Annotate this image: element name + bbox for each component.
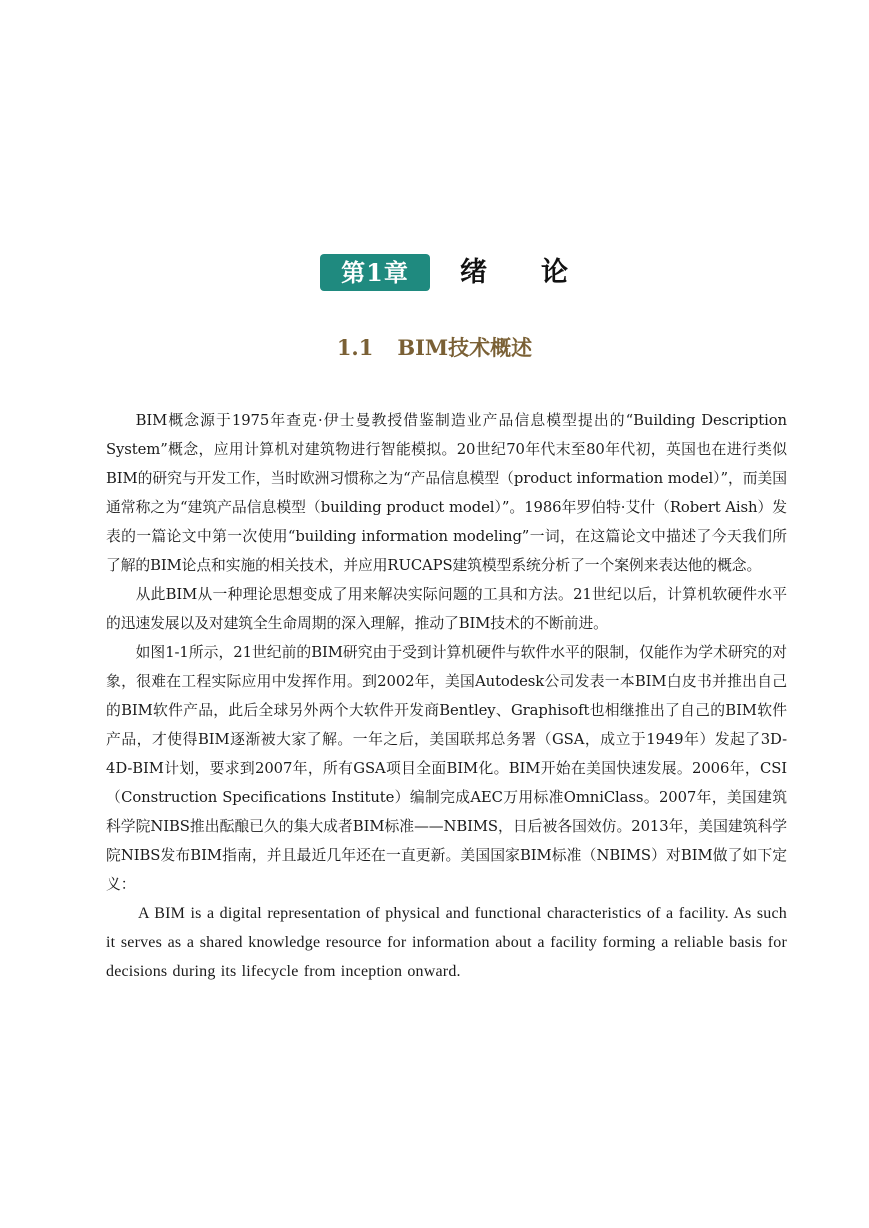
section-title: BIM技术概述 xyxy=(397,335,533,360)
chapter-label: 第1章 xyxy=(320,254,430,291)
paragraph-bim-history: 如图1-1所示，21世纪前的BIM研究由于受到计算机硬件与软件水平的限制，仅能作为学术研究的对象，很难在工程实际应用中发挥作用。到2002年，美国Autodesk公司发表一本BIM白皮书并推出自己的BIM软件产品，此后全球另外两个大软件开发商Bentley、Graphisoft也相继推出了自己的BIM软件产品，才使得BIM逐渐被大家了解。一年之后，美国联邦总务署（GSA，成立于1949年）发起了3D-4D-BIM计划，要求到2007年，所有GSA项目全面BIM化。BIM开始在美国快速发展。2006年，CSI（Construction Specifications Institute）编制完成AEC万用标准OmniClass。2007年，美国建筑科学院NIBS推出酝酿已久的集大成者BIM标准——NBIMS，日后被各国效仿。2013年，美国建筑科学院NIBS发布BIM指南，并且最近几年还在一直更新。美国国家BIM标准（NBIMS）对BIM做了如下定义： xyxy=(106,644,787,893)
paragraph-bim-definition: A BIM is a digital representation of physical and functional characteristics of a facility. As such it serves as a shared knowledge resource for information about a facility forming a reliable basis for decisions during its lifecycle from inception onward. xyxy=(106,905,787,980)
chapter-heading xyxy=(0,254,869,294)
paragraph-bim-origin: BIM概念源于1975年查克·伊士曼教授借鉴制造业产品信息模型提出的“Building Description System”概念，应用计算机对建筑物进行智能模拟。20世纪70年代末至80年代初，英国也在进行类似BIM的研究与开发工作，当时欧洲习惯称之为“产品信息模型（product information model）”，而美国通常称之为“建筑产品信息模型（building product model）”。1986年罗伯特·艾什（Robert Aish）发表的一篇论文中第一次使用“building information modeling”一词，在这篇论文中描述了今天我们所了解的BIM论点和实施的相关技术，并应用RUCAPS建筑模型系统分析了一个案例来表达他的概念。 xyxy=(106,412,787,574)
section-number: 1.1 xyxy=(336,335,374,360)
paragraph-bim-evolution: 从此BIM从一种理论思想变成了用来解决实际问题的工具和方法。21世纪以后，计算机软硬件水平的迅速发展以及对建筑全生命周期的深入理解，推动了BIM技术的不断前进。 xyxy=(106,586,787,632)
section-heading xyxy=(0,330,869,366)
body-text xyxy=(106,406,787,986)
chapter-title: 绪论 xyxy=(460,257,622,288)
